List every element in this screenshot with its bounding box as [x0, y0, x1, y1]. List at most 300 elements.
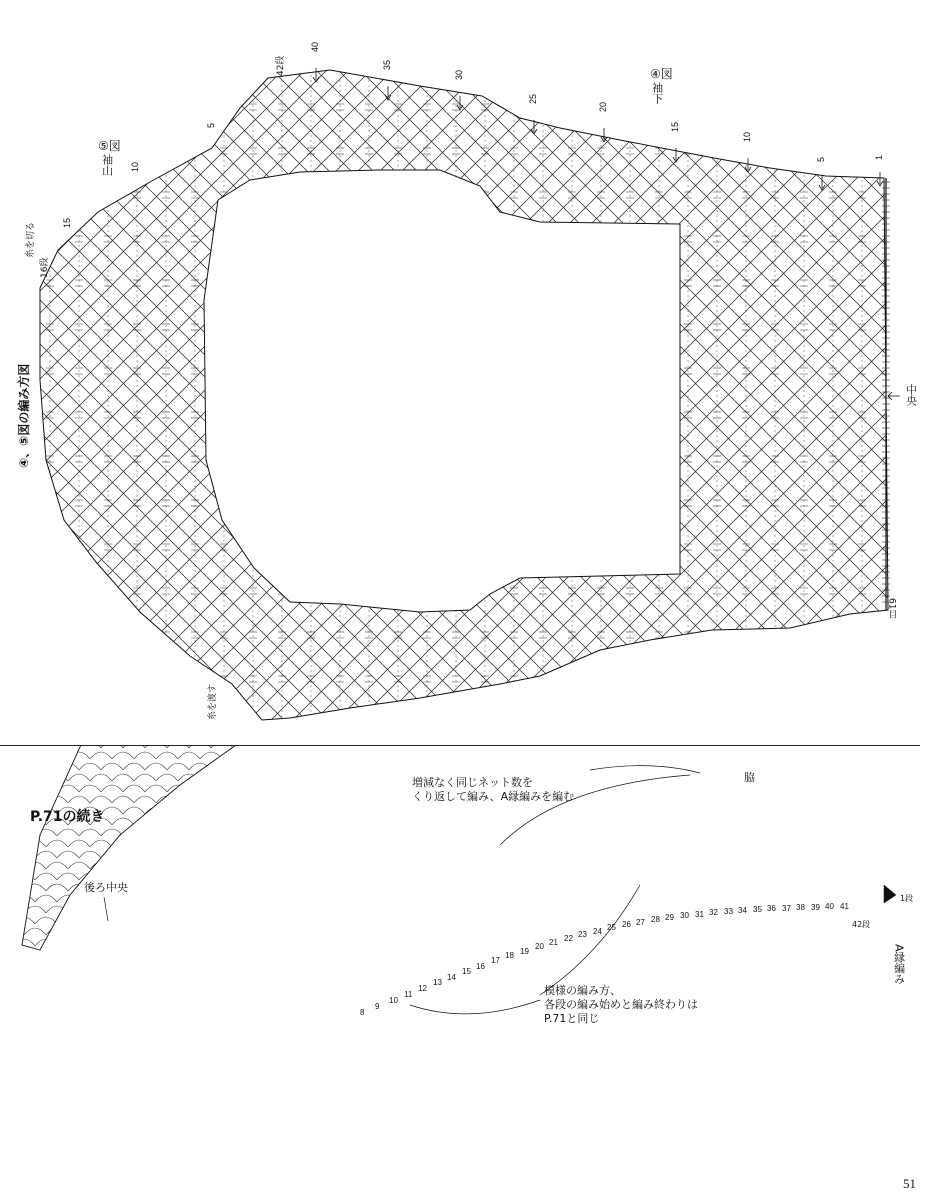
net-arc	[387, 961, 409, 968]
net-arc	[497, 1071, 519, 1078]
net-arc	[728, 862, 750, 869]
net-arc	[101, 917, 123, 924]
net-arc	[211, 763, 233, 770]
net-arc	[860, 862, 882, 869]
net-arc	[519, 1027, 541, 1034]
net-arc	[871, 917, 893, 924]
net-arc	[893, 1027, 915, 1034]
net-arc	[244, 972, 266, 979]
net-arc	[2, 972, 24, 979]
net-arc	[398, 950, 420, 957]
net-arc	[409, 939, 431, 946]
net-arc	[761, 851, 783, 858]
net-arc	[145, 763, 167, 770]
net-arc	[90, 840, 112, 847]
net-arc	[585, 851, 607, 858]
net-arc	[574, 1104, 596, 1111]
net-arc	[13, 1115, 35, 1122]
net-arc	[596, 862, 618, 869]
net-arc	[90, 994, 112, 1001]
net-arc	[200, 796, 222, 803]
net-arc	[497, 807, 519, 814]
net-arc	[112, 818, 134, 825]
net-arc	[475, 1005, 497, 1012]
net-arc	[794, 884, 816, 891]
net-arc	[24, 994, 46, 1001]
net-arc	[233, 1137, 255, 1144]
net-arc	[299, 829, 321, 836]
net-arc	[519, 1115, 541, 1122]
net-arc	[783, 1071, 805, 1078]
net-arc	[299, 763, 321, 770]
net-arc	[35, 917, 57, 924]
net-arc	[343, 961, 365, 968]
net-arc	[189, 1071, 211, 1078]
net-arc	[0, 1038, 2, 1045]
net-arc	[728, 994, 750, 1001]
net-arc	[189, 1093, 211, 1100]
net-arc	[90, 796, 112, 803]
net-arc	[706, 1016, 728, 1023]
net-arc	[838, 950, 860, 957]
net-arc	[321, 873, 343, 880]
net-arc	[519, 1049, 541, 1056]
net-arc	[13, 1071, 35, 1078]
net-arc	[453, 829, 475, 836]
net-arc	[442, 950, 464, 957]
net-arc	[684, 752, 706, 759]
net-arc	[717, 1027, 739, 1034]
net-arc	[321, 1071, 343, 1078]
net-arc	[68, 906, 90, 913]
net-arc	[145, 745, 167, 748]
net-arc	[618, 752, 640, 759]
net-arc	[211, 1115, 233, 1122]
body-chart	[0, 745, 949, 1200]
net-arc	[57, 961, 79, 968]
net-arc	[255, 1005, 277, 1012]
net-arc	[519, 763, 541, 770]
net-arc	[398, 1126, 420, 1133]
net-arc	[222, 1038, 244, 1045]
net-arc	[277, 1049, 299, 1056]
net-arc	[849, 785, 871, 792]
net-arc	[24, 1038, 46, 1045]
net-arc	[57, 763, 79, 770]
net-arc	[398, 884, 420, 891]
net-arc	[57, 939, 79, 946]
net-arc	[299, 961, 321, 968]
net-arc	[266, 1104, 288, 1111]
net-arc	[233, 1115, 255, 1122]
net-arc	[541, 1049, 563, 1056]
net-arc	[717, 807, 739, 814]
net-arc	[750, 796, 772, 803]
net-arc	[497, 1093, 519, 1100]
net-arc	[453, 1049, 475, 1056]
net-arc	[618, 884, 640, 891]
net-arc	[244, 1016, 266, 1023]
net-arc	[332, 752, 354, 759]
net-arc	[816, 1104, 838, 1111]
net-arc	[739, 763, 761, 770]
top-row-number: 35	[382, 59, 392, 70]
net-arc	[101, 1027, 123, 1034]
net-arc	[35, 829, 57, 836]
net-arc	[101, 1093, 123, 1100]
net-arc	[629, 1049, 651, 1056]
net-arc	[607, 829, 629, 836]
net-arc	[266, 1016, 288, 1023]
body-row-number: 8	[360, 1008, 365, 1017]
net-arc	[464, 1126, 486, 1133]
net-arc	[860, 950, 882, 957]
net-arc	[761, 785, 783, 792]
net-arc	[442, 1060, 464, 1067]
left-row-number: 5	[206, 122, 216, 128]
body-row-number: 13	[433, 978, 442, 987]
net-arc	[442, 884, 464, 891]
lace-diagonal	[884, 0, 949, 745]
net-arc	[728, 1038, 750, 1045]
net-arc	[739, 917, 761, 924]
net-arc	[90, 950, 112, 957]
net-arc	[706, 818, 728, 825]
net-arc	[893, 1049, 915, 1056]
net-arc	[0, 972, 2, 979]
net-arc	[277, 1137, 299, 1144]
net-arc	[222, 1104, 244, 1111]
net-arc	[442, 840, 464, 847]
net-arc	[178, 796, 200, 803]
net-arc	[717, 1049, 739, 1056]
net-arc	[464, 994, 486, 1001]
net-arc	[827, 785, 849, 792]
net-arc	[805, 1137, 827, 1144]
net-arc	[893, 1093, 915, 1100]
net-arc	[629, 961, 651, 968]
net-arc	[783, 895, 805, 902]
net-arc	[805, 1049, 827, 1056]
net-arc	[497, 895, 519, 902]
net-arc	[750, 840, 772, 847]
net-arc	[761, 1137, 783, 1144]
net-arc	[189, 807, 211, 814]
net-arc	[772, 1104, 794, 1111]
net-arc	[156, 1082, 178, 1089]
net-arc	[519, 1137, 541, 1144]
net-arc	[585, 1049, 607, 1056]
net-arc	[255, 895, 277, 902]
net-arc	[420, 1016, 442, 1023]
net-arc	[497, 939, 519, 946]
net-arc	[706, 796, 728, 803]
net-arc	[475, 939, 497, 946]
net-arc	[805, 1093, 827, 1100]
net-arc	[101, 1005, 123, 1012]
net-arc	[0, 763, 13, 770]
net-arc	[167, 829, 189, 836]
net-arc	[706, 928, 728, 935]
net-arc	[827, 1137, 849, 1144]
net-arc	[365, 1027, 387, 1034]
net-arc	[343, 745, 365, 748]
net-arc	[662, 796, 684, 803]
body-row-number: 9	[375, 1002, 380, 1011]
net-arc	[629, 763, 651, 770]
net-arc	[310, 1060, 332, 1067]
net-arc	[706, 840, 728, 847]
net-arc	[717, 939, 739, 946]
net-arc	[310, 1038, 332, 1045]
net-arc	[618, 862, 640, 869]
net-arc	[717, 1005, 739, 1012]
net-arc	[772, 1016, 794, 1023]
net-arc	[2, 950, 24, 957]
net-arc	[112, 1060, 134, 1067]
net-arc	[354, 1038, 376, 1045]
net-arc	[299, 1093, 321, 1100]
net-arc	[519, 807, 541, 814]
net-arc	[145, 983, 167, 990]
net-arc	[167, 873, 189, 880]
net-arc	[156, 1016, 178, 1023]
net-arc	[541, 829, 563, 836]
net-arc	[794, 950, 816, 957]
net-arc	[332, 774, 354, 781]
net-arc	[552, 906, 574, 913]
net-arc	[46, 840, 68, 847]
net-arc	[640, 862, 662, 869]
net-arc	[57, 1115, 79, 1122]
net-arc	[750, 818, 772, 825]
net-arc	[222, 774, 244, 781]
net-arc	[607, 1115, 629, 1122]
net-arc	[68, 928, 90, 935]
net-arc	[772, 752, 794, 759]
net-arc	[794, 774, 816, 781]
net-arc	[673, 961, 695, 968]
net-arc	[211, 939, 233, 946]
net-arc	[673, 785, 695, 792]
net-arc	[79, 939, 101, 946]
net-arc	[882, 1016, 904, 1023]
net-arc	[662, 1082, 684, 1089]
net-arc	[860, 906, 882, 913]
net-arc	[266, 1060, 288, 1067]
net-arc	[189, 1027, 211, 1034]
net-arc	[816, 1126, 838, 1133]
net-arc	[0, 1104, 2, 1111]
net-arc	[530, 1104, 552, 1111]
net-arc	[376, 1016, 398, 1023]
net-arc	[662, 1038, 684, 1045]
net-arc	[673, 1049, 695, 1056]
leader-line	[104, 897, 108, 921]
body-row-number: 12	[418, 984, 427, 993]
net-arc	[706, 1082, 728, 1089]
body-row-number: 37	[782, 904, 791, 913]
net-arc	[508, 818, 530, 825]
net-arc	[178, 928, 200, 935]
net-arc	[871, 829, 893, 836]
net-arc	[552, 1126, 574, 1133]
body-row-number: 21	[549, 938, 558, 947]
net-arc	[200, 1016, 222, 1023]
net-arc	[343, 1115, 365, 1122]
net-arc	[816, 1082, 838, 1089]
net-arc	[0, 785, 13, 792]
net-arc	[563, 917, 585, 924]
net-arc	[431, 1071, 453, 1078]
net-arc	[915, 1049, 937, 1056]
net-arc	[90, 972, 112, 979]
net-arc	[838, 862, 860, 869]
net-arc	[200, 972, 222, 979]
net-arc	[321, 745, 343, 748]
net-arc	[123, 1005, 145, 1012]
net-arc	[365, 745, 387, 748]
net-arc	[145, 1049, 167, 1056]
net-arc	[739, 1005, 761, 1012]
net-arc	[233, 1049, 255, 1056]
net-arc	[915, 807, 937, 814]
net-arc	[244, 752, 266, 759]
net-arc	[431, 1027, 453, 1034]
net-arc	[475, 895, 497, 902]
net-arc	[0, 774, 2, 781]
net-arc	[35, 1027, 57, 1034]
net-arc	[508, 840, 530, 847]
net-arc	[497, 983, 519, 990]
net-arc	[739, 785, 761, 792]
body-row-number: 36	[767, 904, 776, 913]
net-arc	[409, 873, 431, 880]
net-arc	[497, 763, 519, 770]
net-arc	[904, 1104, 926, 1111]
net-arc	[211, 1027, 233, 1034]
net-arc	[464, 1104, 486, 1111]
net-arc	[849, 939, 871, 946]
net-arc	[651, 1071, 673, 1078]
net-arc	[904, 1060, 926, 1067]
lace-diagonal	[906, 0, 949, 745]
net-arc	[486, 906, 508, 913]
net-arc	[596, 752, 618, 759]
net-arc	[35, 961, 57, 968]
net-arc	[937, 763, 949, 770]
net-arc	[640, 1104, 662, 1111]
net-arc	[13, 785, 35, 792]
net-arc	[651, 851, 673, 858]
net-arc	[409, 1115, 431, 1122]
net-arc	[772, 972, 794, 979]
net-arc	[90, 1082, 112, 1089]
body-chart-svg	[0, 745, 949, 1200]
net-arc	[486, 1038, 508, 1045]
net-arc	[233, 807, 255, 814]
net-arc	[915, 1005, 937, 1012]
net-arc	[629, 939, 651, 946]
net-arc	[761, 895, 783, 902]
net-arc	[387, 1137, 409, 1144]
net-arc	[563, 1027, 585, 1034]
net-arc	[288, 884, 310, 891]
net-arc	[288, 818, 310, 825]
net-arc	[288, 950, 310, 957]
net-arc	[937, 1005, 949, 1012]
net-arc	[46, 1038, 68, 1045]
net-arc	[233, 1005, 255, 1012]
net-arc	[145, 873, 167, 880]
net-arc	[860, 1126, 882, 1133]
net-arc	[332, 1060, 354, 1067]
row-1-label: 1段	[900, 894, 914, 903]
net-arc	[629, 851, 651, 858]
net-arc	[640, 774, 662, 781]
net-arc	[0, 983, 13, 990]
net-arc	[288, 906, 310, 913]
net-arc	[563, 873, 585, 880]
net-arc	[156, 1038, 178, 1045]
net-mesh	[0, 745, 949, 1144]
net-arc	[827, 939, 849, 946]
net-arc	[904, 884, 926, 891]
net-arc	[13, 763, 35, 770]
net-arc	[145, 939, 167, 946]
lace-diagonal	[0, 0, 221, 745]
leader-line	[590, 766, 700, 773]
net-arc	[409, 917, 431, 924]
net-arc	[596, 818, 618, 825]
net-arc	[288, 862, 310, 869]
net-arc	[2, 1082, 24, 1089]
net-arc	[0, 1115, 13, 1122]
net-arc	[728, 1104, 750, 1111]
net-arc	[728, 818, 750, 825]
net-arc	[926, 818, 948, 825]
net-arc	[475, 1049, 497, 1056]
net-arc	[838, 818, 860, 825]
net-arc	[145, 895, 167, 902]
body-row-number: 35	[753, 905, 762, 914]
lace-diagonal	[862, 0, 949, 745]
net-arc	[937, 1115, 949, 1122]
net-arc	[112, 1082, 134, 1089]
lace-diagonal	[730, 0, 949, 745]
net-arc	[684, 950, 706, 957]
net-arc	[189, 1115, 211, 1122]
net-arc	[739, 807, 761, 814]
net-arc	[453, 807, 475, 814]
body-row-number: 30	[680, 911, 689, 920]
net-arc	[684, 840, 706, 847]
net-arc	[409, 763, 431, 770]
net-arc	[288, 1126, 310, 1133]
net-arc	[0, 928, 2, 935]
net-arc	[321, 763, 343, 770]
net-arc	[178, 774, 200, 781]
net-arc	[178, 906, 200, 913]
net-arc	[761, 1071, 783, 1078]
net-arc	[354, 774, 376, 781]
net-arc	[266, 1082, 288, 1089]
net-arc	[453, 895, 475, 902]
net-arc	[453, 873, 475, 880]
net-arc	[134, 994, 156, 1001]
net-arc	[387, 983, 409, 990]
net-arc	[343, 873, 365, 880]
